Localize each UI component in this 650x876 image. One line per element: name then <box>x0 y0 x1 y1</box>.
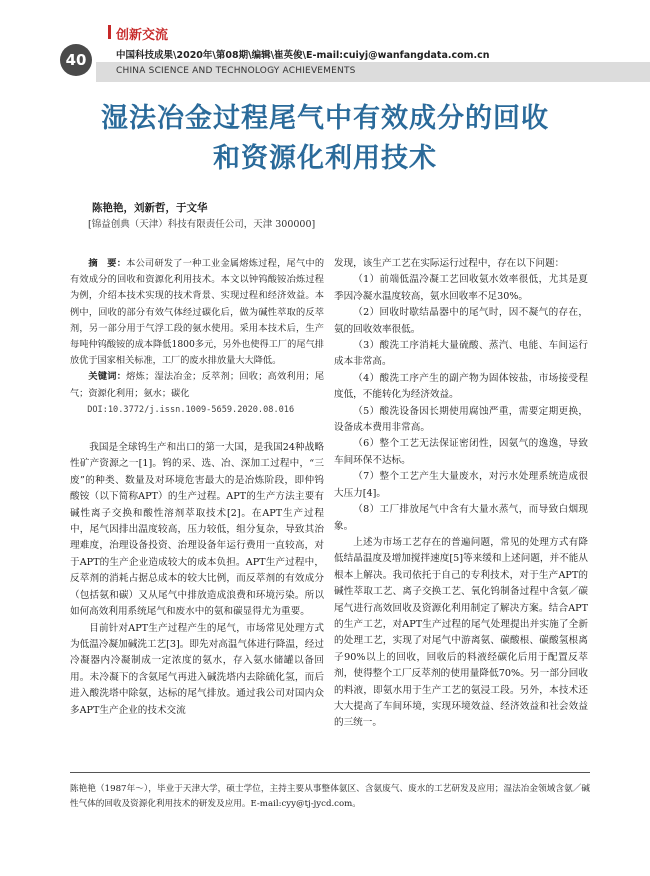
left-column <box>70 256 324 719</box>
keywords-label: 关键词： <box>88 371 127 383</box>
body-paragraph: （1）前端低温冷凝工艺回收氨水效率很低，尤其是夏季因冷凝水温度较高，氨水回收率不足30%。 <box>334 274 588 302</box>
journal-english-name: CHINA SCIENCE AND TECHNOLOGY ACHIEVEMENTS <box>116 66 356 76</box>
body-paragraph: （3）酸洗工序消耗大量硫酸、蒸汽、电能、车间运行成本非常高。 <box>334 340 588 368</box>
footnote-rule <box>70 772 590 773</box>
page-number-badge: 40 <box>60 44 92 76</box>
abstract-text: 本公司研发了一种工业金属熔炼过程，尾气中的有效成分的回收和资源化利用技术。本文以钟钨酸铵冶炼过程为例，介绍本技术实现的技术背景、实现过程和经济效益。本例中，回收的部分有效气体经过碳化后，做为碱性萃取的反萃剂，另一部分用于气浮工段的氨水使用。采用本技术后，生产每吨仲钨酸铵的成本降低1800多元，另外也使得工厂的尾气排放优于国家相关标准，工厂的废水排放量大大降低。 <box>70 258 325 367</box>
affiliation: [锦益创典（天津）科技有限责任公司，天津 300000] <box>88 219 316 230</box>
keywords-text: 熔炼；湿法冶金；反萃剂；回收；高效利用；尾气；资源化利用；氨水；碳化 <box>70 371 325 399</box>
journal-info-line: 中国科技成果\2020年\第08期\编辑\崔英俊\E-mail:cuiyj@wanfangdata.com.cn <box>116 50 490 61</box>
authors: 陈艳艳，刘新哲，于文华 <box>92 202 208 214</box>
abstract-block <box>70 256 324 418</box>
body-paragraph: 目前针对APT生产过程产生的尾气，市场常见处理方式为低温冷凝加碱洗工艺[3]。即先对高温气体进行降温，经过冷凝器内冷凝制成一定浓度的氨水，存入氨水储罐以备回用。未冷凝下的含氨尾气再进入碱洗塔内去除硫化氢，而后进入酸洗塔中除氨，达标的尾气排放。通过我公司对国内众多APT生产企业的技术交流 <box>70 622 324 716</box>
body-paragraph: 上述为市场工艺存在的普遍问题，常见的处理方式有降低结晶温度及增加搅拌速度[5]等来缓和上述问题，并不能从根本上解决。我司依托于自己的专利技术，对于生产APT的碱性萃取工艺、离子交换工艺、氧化钨制备过程中含氨／碳尾气进行高效回收及资源化利用制定了解决方案。结合APT的生产工艺，对APT生产过程的尾气处理提出并实施了全新的处理工艺，实现了对尾气中游离氨、碳酸根、碳酸氢根离子90%以上的回收，回收后的料液经碳化后用于配置反萃剂，使得整个工厂反萃剂的使用量降低70%。另一部分回收的料液，即氨水用于生产工艺的氨浸工段。另外，本技术还大大提高了车间环境，实现环境效益、经济效益和社会效益的三统一。 <box>334 536 588 729</box>
doi: DOI:10.3772/j.issn.1009-5659.2020.08.016 <box>87 404 295 415</box>
body-paragraph: （7）整个工艺产生大量废水，对污水处理系统造成很大压力[4]。 <box>334 471 588 499</box>
body-paragraph: （8）工厂排放尾气中含有大量水蒸气，而导致白烟现象。 <box>334 504 588 532</box>
article-title-line-2: 和资源化利用技术 <box>213 143 437 174</box>
abstract-label: 摘 要： <box>88 258 127 269</box>
author-footnote: 陈艳艳（1987年～），毕业于天津大学，硕士学位，主持主要从事整体氨区、含氨废气、废水的工艺研发及应用；湿法冶金领域含氨／碱性气体的回收及资源化利用技术的研发及应用。E-mail:cyy@tj-jycd.com。 <box>70 784 590 809</box>
keywords-paragraph <box>70 369 324 401</box>
body-paragraph: 发现，该生产工艺在实际运行过程中，存在以下问题： <box>334 258 565 269</box>
abstract-paragraph <box>70 256 324 369</box>
body-paragraph: （2）回收时歇结晶器中的尾气时，因不凝气的存在，氨的回收效率很低。 <box>334 307 588 335</box>
body-paragraph: （6）整个工艺无法保证密闭性，因氨气的逸逸，导致车间环保不达标。 <box>334 438 588 466</box>
body-paragraph: （4）酸洗工序产生的副产物为固体铵盐，市场接受程度低，不能转化为经济效益。 <box>334 372 588 401</box>
body-paragraph: （5）酸洗设备因长期使用腐蚀严重，需要定期更换，设备成本费用非常高。 <box>334 405 588 434</box>
section-title: 创新交流 <box>116 28 169 43</box>
body-paragraph: 我国是全球钨生产和出口的第一大国，是我国24种战略性矿产资源之一[1]。钨的采、选、冶、深加工过程中，“三废”的种类、数量及对环境危害最大的是冶炼阶段，即仲钨酸铵（以下简称APT）的生产过程。APT的生产方法主要有碱性离子交换和酸性溶剂萃取技术[2]。在APT生产过程中，尾气因排出温度较高，压力较低，组分复杂，导致其治理难度，治理设备投资、治理设备年运行费用一直较高，对于APT的生产企业造成较大的成本负担。APT生产过程中，反萃剂的消耗占据总成本的较大比例，而反萃剂的有效成分（包括氨和碳）又从尾气中排放造成浪费和环境污染。所以如何高效利用系统尾气和废水中的氨和碳显得尤为重要。 <box>70 442 324 618</box>
section-marker <box>108 25 111 39</box>
right-column <box>334 256 588 732</box>
article-title-line-1: 湿法冶金过程尾气中有效成分的回收 <box>101 103 549 134</box>
